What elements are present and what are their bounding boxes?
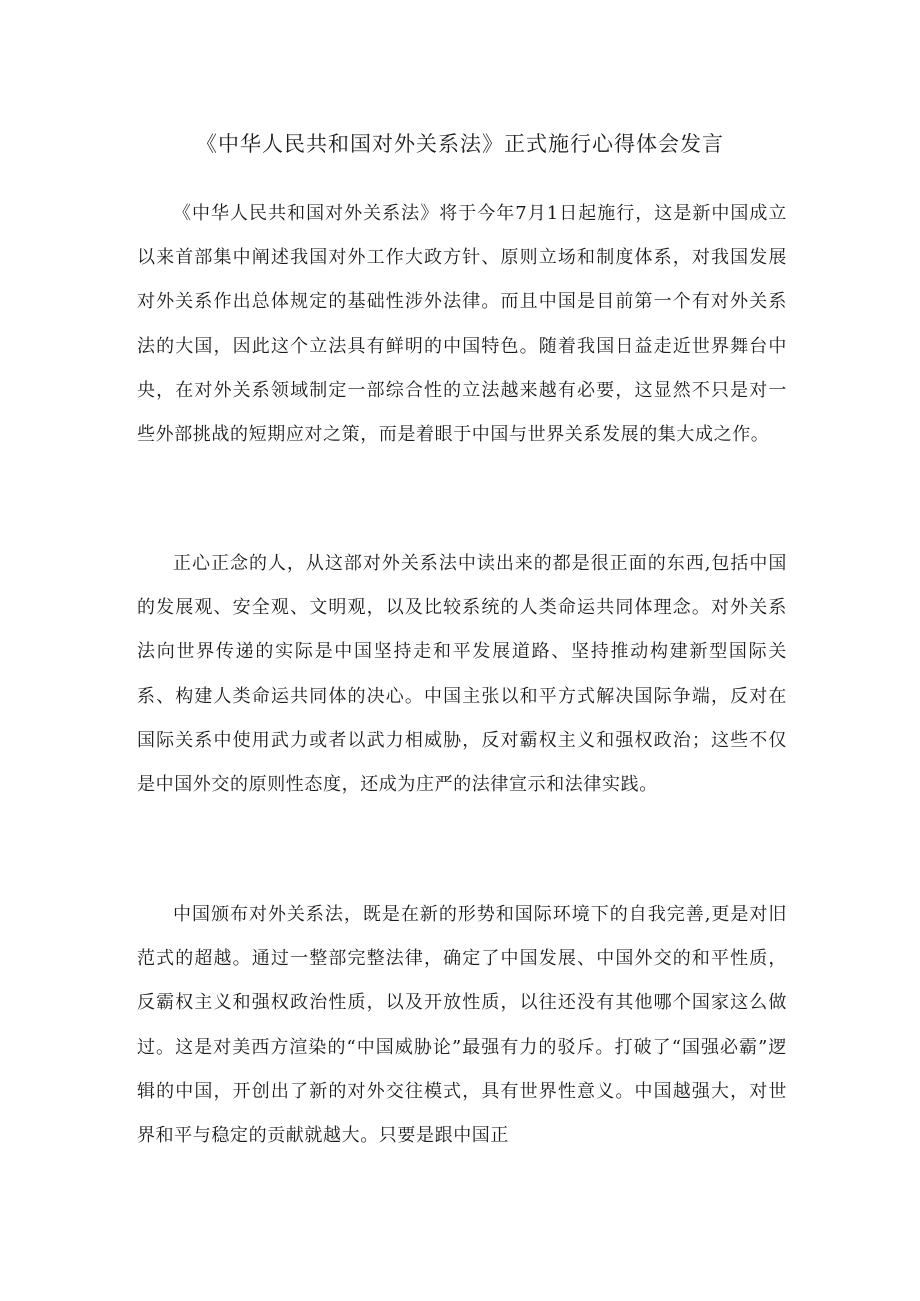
paragraph-2: 正心正念的人，从这部对外关系法中读出来的都是很正面的东西,包括中国的发展观、安全观、文明观，以及比较系统的人类命运共同体理念。对外关系法向世界传递的实际是中国坚持走和平发展道路、坚持推动构建新型国际关系、构建人类命运共同体的决心。中国主张以和平方式解决国际争端，反对在国际关系中使用武力或者以武力相威胁，反对霸权主义和强权政治；这些不仅是中国外交的原则性态度，还成为庄严的法律宣示和法律实践。	[137, 553, 787, 796]
paragraph-3: 中国颁布对外关系法，既是在新的形势和国际环境下的自我完善,更是对旧范式的超越。通过一整部完整法律，确定了中国发展、中国外交的和平性质，反霸权主义和强权政治性质，以及开放性质，以往还没有其他哪个国家这么做过。这是对美西方渲染的“中国威胁论”最强有力的驳斥。打破了“国强必霸”逻辑的中国，开创出了新的对外交往模式，具有世界性意义。中国越强大，对世界和平与稳定的贡献就越大。只要是跟中国正	[137, 904, 787, 1147]
paragraph-1: 《中华人民共和国对外关系法》将于今年7月1日起施行，这是新中国成立以来首部集中阐述我国对外工作大政方针、原则立场和制度体系，对我国发展对外关系作出总体规定的基础性涉外法律。而且中国是目前第一个有对外关系法的大国，因此这个立法具有鲜明的中国特色。随着我国日益走近世界舞台中央，在对外关系领域制定一部综合性的立法越来越有必要，这显然不只是对一些外部挑战的短期应对之策，而是着眼于中国与世界关系发展的集大成之作。	[137, 203, 787, 446]
document-title: 《中华人民共和国对外关系法》正式施行心得体会发言	[196, 132, 724, 156]
